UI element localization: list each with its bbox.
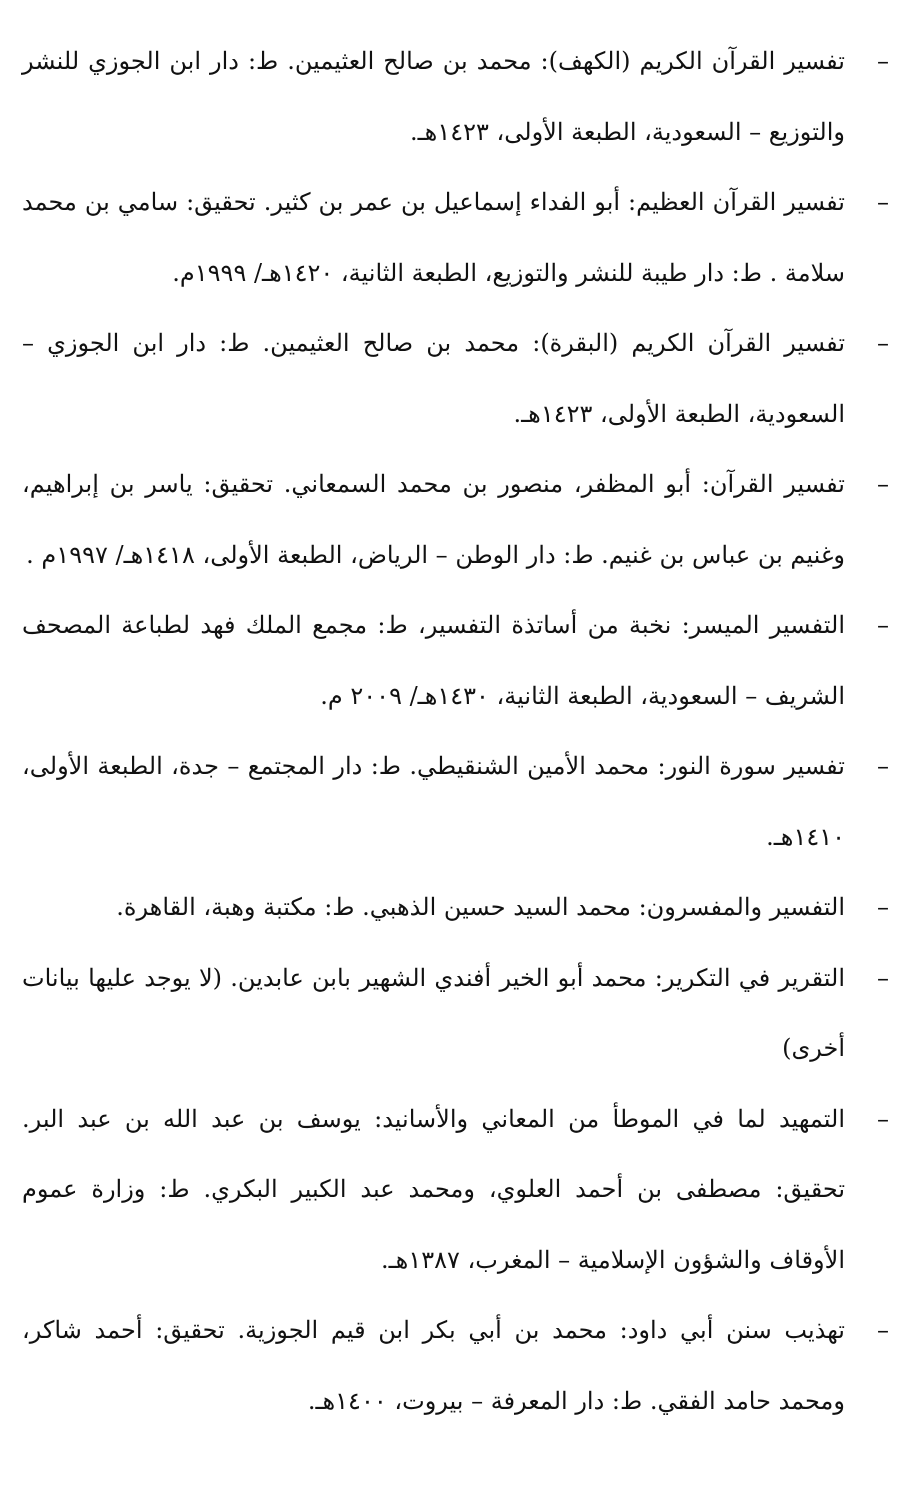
reference-text: تهذيب سنن أبي داود: محمد بن أبي بكر ابن قيم الجوزية. تحقيق: أحمد شاكر، ومحمد حامد الفقي. ط: دار المعرفة – بيروت، ١٤٠٠هـ.	[22, 1316, 845, 1415]
reference-item	[22, 590, 889, 731]
reference-item	[22, 1295, 889, 1436]
reference-item	[22, 731, 889, 872]
list-dash: –	[877, 1104, 889, 1133]
reference-item	[22, 167, 889, 308]
reference-text: التفسير والمفسرون: محمد السيد حسين الذهبي. ط: مكتبة وهبة، القاهرة.	[116, 893, 845, 921]
reference-text: تفسير القرآن الكريم (الكهف): محمد بن صالح العثيمين. ط: دار ابن الجوزي للنشر والتوزيع – السعودية، الطبعة الأولى، ١٤٢٣هـ.	[22, 47, 845, 146]
list-dash: –	[877, 752, 889, 780]
reference-text: تفسير القرآن العظيم: أبو الفداء إسماعيل بن عمر بن كثير. تحقيق: سامي بن محمد سلامة . ط: دار طيبة للنشر والتوزيع، الطبعة الثانية، ١٤٢٠هـ/ ١٩٩٩م.	[22, 188, 845, 287]
reference-text: التمهيد لما في الموطأ من المعاني والأسانيد: يوسف بن عبد الله بن عبد البر. تحقيق: مصطفى بن أحمد العلوي، ومحمد عبد الكبير البكري. ط: وزارة عموم الأوقاف والشؤون الإسلامية – المغرب، ١٣٨٧هـ.	[22, 1104, 845, 1274]
reference-item	[22, 872, 889, 943]
reference-item	[22, 943, 889, 1084]
list-dash: –	[877, 470, 889, 498]
reference-item	[22, 26, 889, 167]
reference-text: التقرير في التكرير: محمد أبو الخير أفندي الشهير بابن عابدين. (لا يوجد عليها بيانات أخرى)	[22, 963, 845, 1062]
list-dash: –	[877, 963, 889, 992]
reference-list	[22, 26, 889, 1436]
list-dash: –	[877, 47, 889, 75]
list-dash: –	[877, 611, 889, 639]
reference-text: تفسير القرآن الكريم (البقرة): محمد بن صالح العثيمين. ط: دار ابن الجوزي – السعودية، الطبعة الأولى، ١٤٢٣هـ.	[22, 329, 845, 428]
list-dash: –	[877, 188, 889, 216]
reference-item	[22, 449, 889, 590]
reference-item	[22, 1084, 889, 1296]
reference-item	[22, 308, 889, 449]
reference-text: التفسير الميسر: نخبة من أساتذة التفسير، ط: مجمع الملك فهد لطباعة المصحف الشريف – السعودية، الطبعة الثانية، ١٤٣٠هـ/ ٢٠٠٩ م.	[22, 611, 845, 710]
reference-text: تفسير سورة النور: محمد الأمين الشنقيطي. ط: دار المجتمع – جدة، الطبعة الأولى، ١٤١٠هـ.	[22, 752, 845, 851]
list-dash: –	[877, 893, 889, 921]
list-dash: –	[877, 329, 889, 357]
reference-text: تفسير القرآن: أبو المظفر، منصور بن محمد السمعاني. تحقيق: ياسر بن إبراهيم، وغنيم بن عباس بن غنيم. ط: دار الوطن – الرياض، الطبعة الأولى، ١٤١٨هـ/ ١٩٩٧م .	[22, 470, 845, 569]
list-dash: –	[877, 1316, 889, 1344]
